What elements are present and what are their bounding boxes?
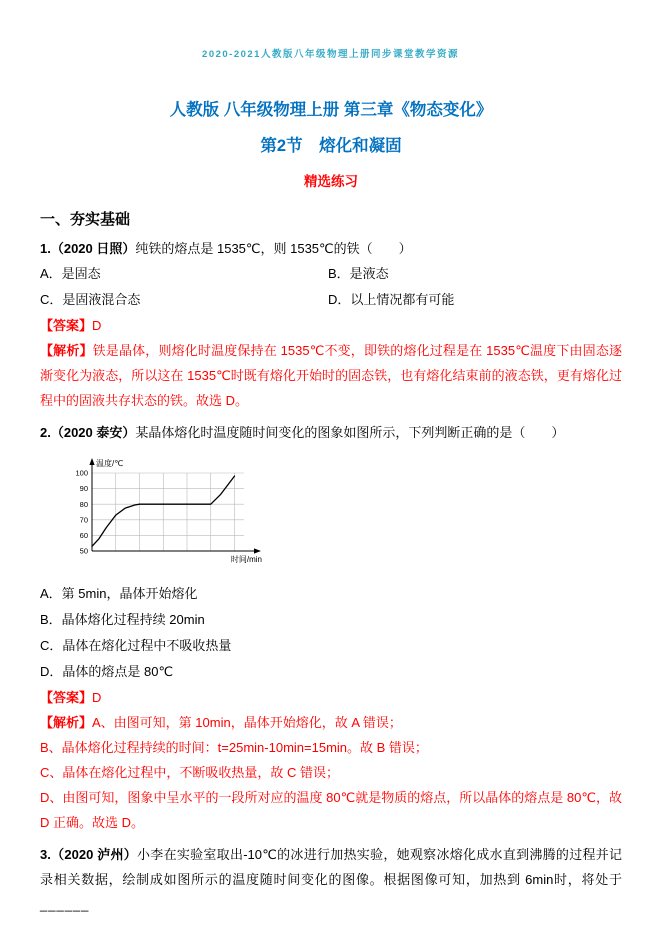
q1-options bbox=[40, 261, 622, 313]
svg-text:100: 100 bbox=[75, 468, 88, 478]
q2-analysis-line-a bbox=[40, 710, 622, 735]
q1-answer-row bbox=[40, 313, 622, 338]
page-header-watermark: 2020-2021人教版八年级物理上册同步课堂教学资源 bbox=[202, 49, 459, 60]
q1-analysis bbox=[40, 338, 622, 413]
q2-answer-value: D bbox=[92, 690, 102, 705]
q3-number: 3.（2020 泸州） bbox=[40, 847, 138, 862]
svg-text:80: 80 bbox=[79, 499, 88, 509]
q2-answer-label: 【答案】 bbox=[40, 690, 93, 705]
q2-stem bbox=[40, 420, 622, 445]
q1-option-a[interactable]: A．是固态 bbox=[40, 266, 101, 281]
q1-option-d[interactable]: D．以上情况都有可能 bbox=[328, 292, 455, 307]
q1-option-c[interactable]: C．是固液混合态 bbox=[40, 292, 141, 307]
q2-analysis-line-c: C、晶体在熔化过程中，不断吸收热量，故 C 错误； bbox=[40, 765, 340, 780]
q2-figure bbox=[58, 449, 622, 579]
svg-text:温度/℃: 温度/℃ bbox=[96, 459, 124, 468]
q2-answer-row bbox=[40, 685, 622, 710]
q2-analysis-line-d: D、由图可知，图象中呈水平的一段所对应的温度 80℃就是物质的熔点，所以晶体的熔点是 80℃，故 D 正确。故选 D。 bbox=[40, 790, 622, 830]
q1-analysis-text: 铁是晶体，则熔化时温度保持在 1535℃不变，即铁的熔化过程是在 1535℃温度下由固态逐渐变化为液态，所以这在 1535℃时既有熔化开始时的固态铁，也有熔化结束前的液态铁，更有熔化过程中的固液共存状态的铁。故选 D。 bbox=[40, 343, 622, 408]
svg-text:70: 70 bbox=[79, 515, 88, 525]
q2-analysis-line-b: B、晶体熔化过程持续的时间：t=25min-10min=15min。故 B 错误； bbox=[40, 740, 428, 755]
doc-title: 人教版 八年级物理上册 第三章《物态变化》 bbox=[169, 101, 493, 119]
q3-stem bbox=[40, 842, 622, 917]
q1-text: 纯铁的熔点是 1535℃，则 1535℃的铁（ ） bbox=[135, 241, 412, 256]
q3-text: 小李在实验室取出-10℃的冰进行加热实验，她观察冰熔化成水直到沸腾的过程并记录相关数据，绘制成如图所示的温度随时间变化的图像。根据图像可知，加热到 6min时，将处于 bbox=[40, 847, 623, 887]
q2-text: 某晶体熔化时温度随时间变化的图象如图所示，下列判断正确的是（ ） bbox=[135, 425, 565, 440]
q2-analysis-label: 【解析】 bbox=[40, 715, 93, 730]
q1-answer-value: D bbox=[92, 318, 102, 333]
q3-blank[interactable]: ______ bbox=[40, 897, 90, 912]
question-2 bbox=[40, 420, 622, 835]
q2-option-d[interactable]: D．晶体的熔点是 80℃ bbox=[40, 664, 174, 679]
q2-option-b[interactable]: B．晶体熔化过程持续 20min bbox=[40, 612, 205, 627]
q1-answer-label: 【答案】 bbox=[40, 318, 93, 333]
question-1 bbox=[40, 236, 622, 413]
q2-option-a[interactable]: A．第 5min，晶体开始熔化 bbox=[40, 586, 198, 601]
melting-curve-chart bbox=[58, 449, 264, 571]
section-heading: 一、夯实基础 bbox=[40, 211, 131, 228]
svg-text:60: 60 bbox=[79, 531, 88, 540]
content bbox=[40, 98, 622, 917]
question-3 bbox=[40, 842, 622, 917]
q1-stem bbox=[40, 236, 622, 261]
svg-text:时间/min: 时间/min bbox=[230, 555, 262, 564]
q2-options bbox=[40, 581, 622, 685]
q2-analysis bbox=[40, 710, 622, 835]
doc-tagline: 精选练习 bbox=[304, 174, 358, 189]
q1-number: 1.（2020 日照） bbox=[40, 241, 136, 256]
q1-option-b[interactable]: B．是液态 bbox=[328, 266, 389, 281]
q1-analysis-label: 【解析】 bbox=[40, 343, 93, 358]
doc-subtitle: 第2节 熔化和凝固 bbox=[260, 137, 402, 155]
svg-text:90: 90 bbox=[79, 484, 88, 494]
svg-text:50: 50 bbox=[79, 546, 88, 556]
q2-number: 2.（2020 泰安） bbox=[40, 425, 136, 440]
q2-analysis-text-a: A、由图可知，第 10min，晶体开始熔化，故 A 错误； bbox=[92, 715, 402, 730]
q2-option-c[interactable]: C．晶体在熔化过程中不吸收热量 bbox=[40, 638, 232, 653]
